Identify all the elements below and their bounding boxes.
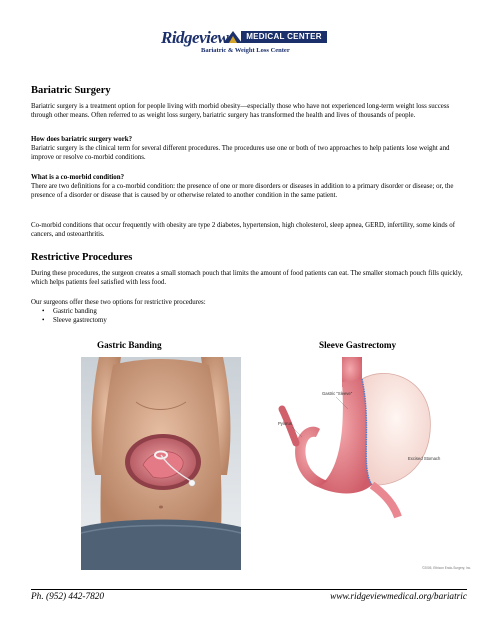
- paragraph-comorbid-definition: There are two definitions for a co-morbid condition: the presence of one or more disorders or diseases in addition to a primary disorder or disease; or, the presence of a disorder or disease that is caused by or otherwise related to another condition in the same patient.: [31, 183, 454, 200]
- figure-title-sleeve-gastrectomy: Sleeve Gastrectomy: [319, 340, 397, 350]
- footer-phone: Ph. (952) 442-7820: [31, 592, 105, 602]
- paragraph-how-work: Bariatric surgery is the clinical term for several different procedures. The procedures use one or both of two approaches to help patients lose weight and improve or resolve co-morbid conditions.: [31, 145, 450, 162]
- paragraph-intro: Bariatric surgery is a treatment option for people living with morbid obesity—especially those who have not experienced long-term weight loss success through other means. Often referred to as weight loss surgery, bariatric surgery has transformed the health and lives of thousands of people.: [31, 103, 450, 120]
- logo-brand: Ridgeview: [161, 28, 229, 47]
- logo-tagline: Bariatric & Weight Loss Center: [201, 47, 290, 54]
- heading-restrictive-procedures: Restrictive Procedures: [31, 252, 133, 263]
- gastric-banding-illustration: [81, 357, 241, 570]
- image-credit: ©2005, Ethicon Endo-Surgery, Inc.: [422, 566, 472, 570]
- heading-bariatric-surgery: Bariatric Surgery: [31, 85, 111, 96]
- logo-mark-icon: [224, 31, 242, 43]
- footer-website[interactable]: www.ridgeviewmedical.org/bariatric: [330, 592, 467, 602]
- list-item: • Gastric banding: [42, 307, 107, 316]
- question-comorbid: What is a co-morbid condition?: [31, 174, 125, 181]
- options-list: [42, 307, 107, 326]
- paragraph-restrictive: During these procedures, the surgeon creates a small stomach pouch that limits the amount of food patients can eat. The smaller stomach pouch fills quickly, which helps patients feel satisfied with less food.: [31, 270, 463, 287]
- label-excised-stomach: Excised Stomach: [408, 456, 441, 461]
- list-item: • Sleeve gastrectomy: [42, 316, 107, 325]
- ridgeview-logo: [161, 28, 331, 60]
- figure-title-gastric-banding: Gastric Banding: [97, 340, 162, 350]
- sleeve-gastrectomy-illustration: [276, 357, 441, 517]
- label-gastric-sleeve: Gastric "Sleeve": [322, 391, 353, 396]
- paragraph-comorbid-examples: Co-morbid conditions that occur frequently with obesity are type 2 diabetes, hypertension, high cholesterol, sleep apnea, GERD, infertility, some kinds of cancers, and osteoarthritis.: [31, 222, 455, 239]
- question-how-work: How does bariatric surgery work?: [31, 136, 133, 143]
- label-pylorus: Pylorus: [278, 421, 292, 426]
- logo-name: MEDICAL CENTER: [241, 31, 327, 43]
- footer-divider: [31, 589, 467, 590]
- paragraph-options-intro: Our surgeons offer these two options for restrictive procedures:: [31, 299, 206, 306]
